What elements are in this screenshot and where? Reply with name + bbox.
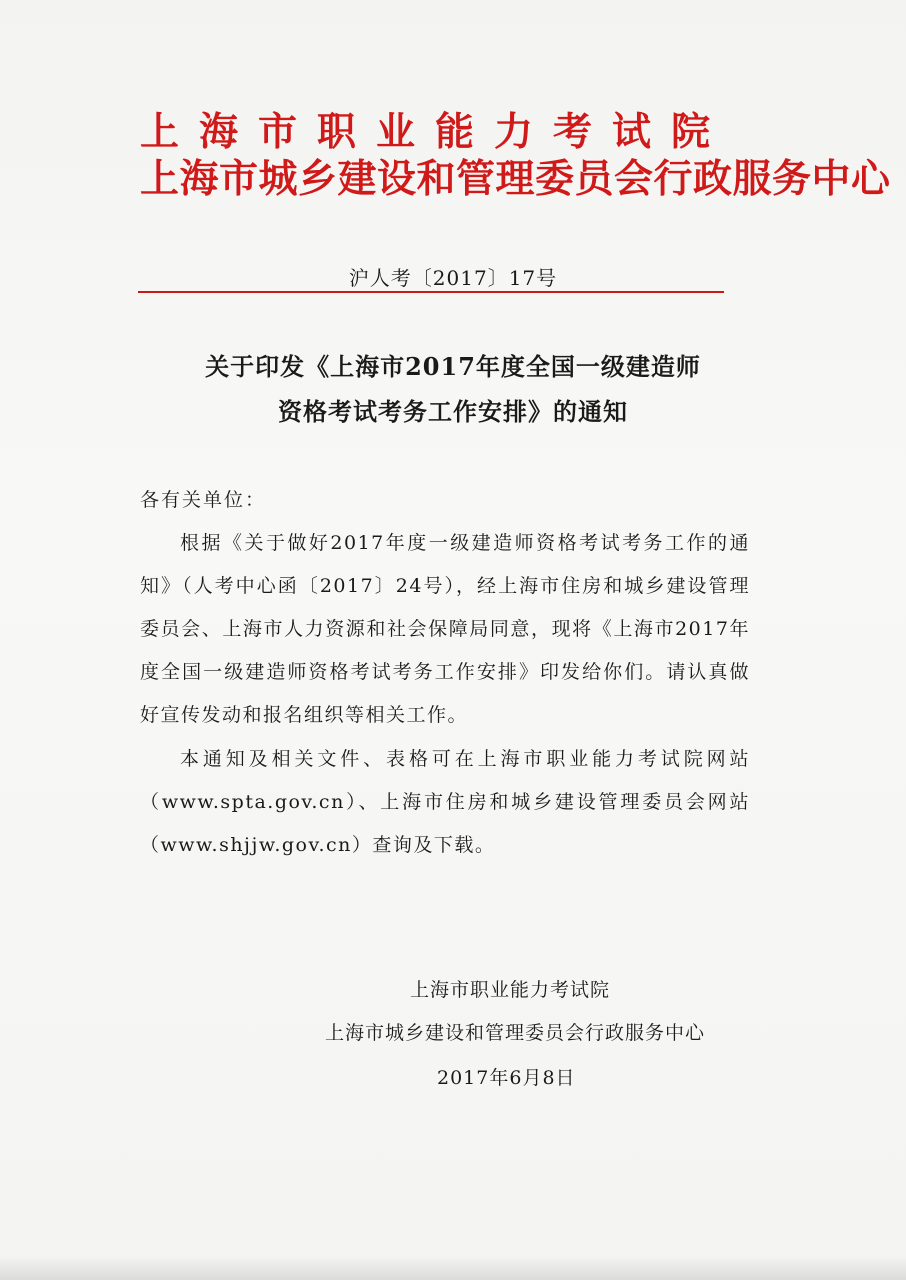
letterhead-org-1: 上海市职业能力考试院 xyxy=(140,109,731,155)
letterhead-org-2: 上海市城乡建设和管理委员会行政服务中心 xyxy=(140,156,891,202)
document-number: 沪人考〔2017〕17号 xyxy=(348,266,558,290)
document-title-line-2: 资格考试考务工作安排》的通知 xyxy=(278,397,628,426)
signature-date: 2017年6月8日 xyxy=(437,1067,576,1089)
document-title-line-1: 关于印发《上海市2017年度全国一级建造师 xyxy=(205,352,701,381)
red-divider xyxy=(138,291,724,293)
body-paragraph-1: 根据《关于做好2017年度一级建造师资格考试考务工作的通知》（人考中心函〔2017〕24号），经上海市住房和城乡建设管理委员会、上海市人力资源和社会保障局同意，现将《上海市2017年度全国一级建造师资格考试考务工作安排》印发给你们。请认真做好宣传发动和报名组织等相关工作。 xyxy=(140,532,750,726)
salutation: 各有关单位： xyxy=(140,489,267,511)
signature-org-2: 上海市城乡建设和管理委员会行政服务中心 xyxy=(325,1022,706,1044)
page-bottom-edge xyxy=(0,1256,906,1280)
signature-org-1: 上海市职业能力考试院 xyxy=(410,979,611,1001)
body-paragraph-2: 本通知及相关文件、表格可在上海市职业能力考试院网站（www.spta.gov.cn）、上海市住房和城乡建设管理委员会网站（www.shjjw.gov.cn）查询及下载。 xyxy=(140,748,750,856)
